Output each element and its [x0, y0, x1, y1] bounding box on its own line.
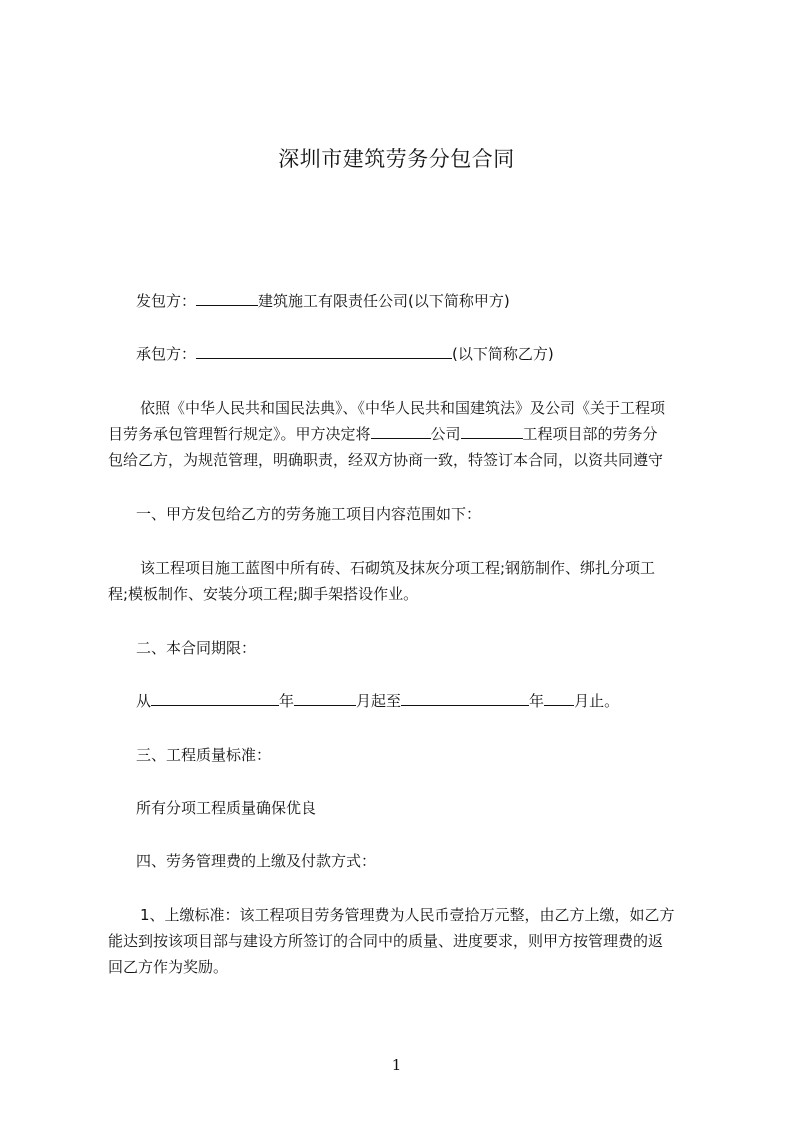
- intro-line-1: 依照《中华人民共和国民法典》、《中华人民共和国建筑法》及公司《关于工程项: [140, 399, 666, 417]
- party-a-line: [136, 288, 510, 314]
- party-b-suffix: (以下简称乙方): [452, 345, 554, 363]
- party-b-label: 承包方：: [136, 345, 197, 363]
- intro-line-2: [108, 421, 658, 447]
- contract-period-line: [136, 688, 619, 714]
- intro-blank-project: [461, 424, 523, 439]
- section1-heading: 一、甲方发包给乙方的劳务施工项目内容范围如下：: [136, 505, 482, 523]
- page-number: 1: [391, 1056, 402, 1074]
- section4-item1-line-1: 1、上缴标准：该工程项目劳务管理费为人民币壹拾万元整，由乙方上缴，如乙方: [140, 906, 675, 924]
- period-month-1: 月起至: [356, 692, 402, 710]
- intro-blank-company: [371, 424, 431, 439]
- period-month-2: 月止。: [574, 692, 620, 710]
- intro-line-2-c: 工程项目部的劳务分: [522, 425, 658, 443]
- document-title: 深圳市建筑劳务分包合同: [278, 147, 515, 171]
- section4-item1-line-3: 回乙方作为奖励。: [108, 958, 229, 976]
- party-a-blank: [196, 291, 258, 306]
- intro-line-2-a: 目劳务承包管理暂行规定》。甲方决定将: [108, 425, 371, 443]
- section4-heading: 四、劳务管理费的上缴及付款方式：: [136, 852, 377, 870]
- start-year-blank: [151, 691, 279, 706]
- party-b-blank: [196, 344, 452, 359]
- end-month-blank: [544, 691, 574, 706]
- end-year-blank: [401, 691, 529, 706]
- section1-line-2: 程;模板制作、安装分项工程;脚手架搭设作业。: [108, 585, 419, 603]
- party-a-label: 发包方：: [136, 292, 197, 310]
- period-from: 从: [136, 692, 152, 710]
- period-year-1: 年: [279, 692, 295, 710]
- period-year-2: 年: [529, 692, 545, 710]
- intro-line-3: 包给乙方，为规范管理，明确职责，经双方协商一致，特签订本合同，以资共同遵守: [108, 451, 664, 469]
- start-month-blank: [294, 691, 356, 706]
- party-b-line: [136, 341, 554, 367]
- section3-heading: 三、工程质量标准：: [136, 746, 272, 764]
- section1-line-1: 该工程项目施工蓝图中所有砖、石砌筑及抹灰分项工程;钢筋制作、绑扎分项工: [140, 559, 656, 577]
- section2-heading: 二、本合同期限：: [136, 639, 257, 657]
- section4-item1-line-2: 能达到按该项目部与建设方所签订的合同中的质量、进度要求，则甲方按管理费的返: [108, 932, 664, 950]
- section3-content: 所有分项工程质量确保优良: [136, 799, 317, 817]
- intro-line-2-b: 公司: [430, 425, 461, 443]
- party-a-suffix: 建筑施工有限责任公司(以下简称甲方): [258, 292, 510, 310]
